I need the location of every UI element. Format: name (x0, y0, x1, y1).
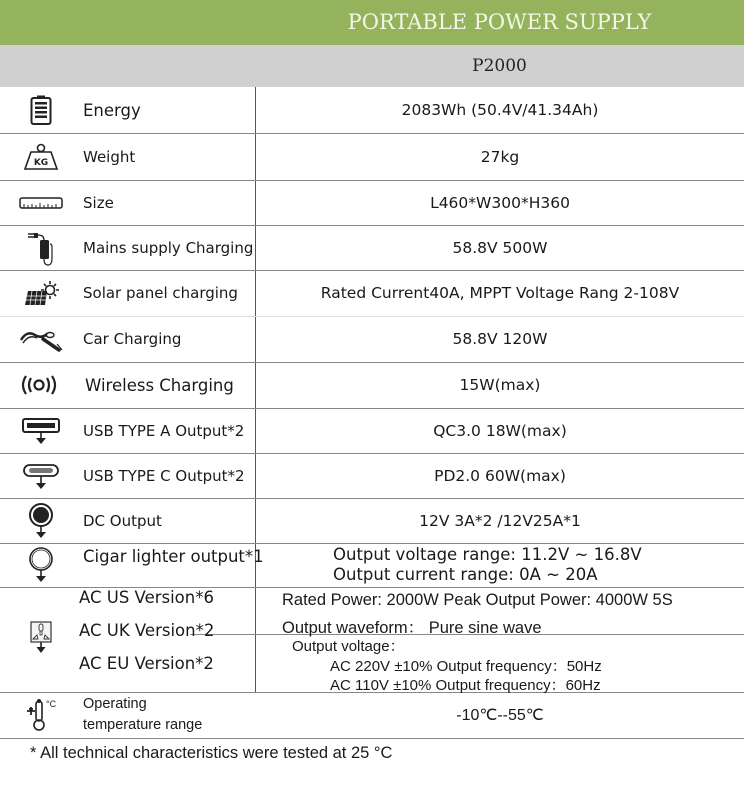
svg-text:°C: °C (46, 699, 57, 709)
model-name: P2000 (472, 56, 527, 76)
spec-label: Car Charging (83, 330, 182, 348)
spec-value: PD2.0 60W(max) (434, 466, 566, 485)
ac-uk-version-label: AC UK Version*2 (79, 621, 215, 640)
spec-row-solar-charging (0, 270, 744, 316)
spec-label: DC Output (83, 511, 162, 530)
ruler-icon (18, 180, 64, 225)
usb-a-port-icon (18, 408, 64, 453)
weight-kg-icon (18, 133, 64, 180)
cigar-current-range: Output current range: 0A ~ 20A (333, 565, 598, 584)
footnote: * All technical characteristics were tested at 25 °C (30, 744, 393, 762)
spec-label: Cigar lighter output*1 (83, 546, 264, 566)
spec-value: 12V 3A*2 /12V25A*1 (419, 511, 581, 530)
spec-row-car-charging (0, 316, 744, 362)
spec-label-line-2: temperature range (83, 717, 203, 733)
spec-row-size (0, 180, 744, 225)
ac-eu-version-label: AC EU Version*2 (79, 654, 214, 673)
ac-voltage-220: AC 220V ±10% Output frequency：50Hz (330, 658, 602, 675)
solar-panel-icon (18, 270, 64, 316)
spec-row-usb-a-output (0, 408, 744, 453)
spec-label: Size (83, 193, 114, 212)
spec-row-energy (0, 87, 744, 133)
model-bar (0, 45, 744, 87)
spec-label: Wireless Charging (85, 375, 234, 395)
spec-row-mains-charging (0, 225, 744, 270)
cigar-lighter-port-icon (18, 543, 64, 587)
spec-value: -10℃--55℃ (456, 707, 544, 724)
spec-label: Solar panel charging (83, 284, 238, 302)
spec-row-usb-c-output (0, 453, 744, 498)
spec-row-wireless-charging (0, 362, 744, 408)
spec-value: 58.8V 500W (452, 238, 548, 257)
title-bar (0, 0, 744, 45)
spec-value: 15W(max) (459, 376, 541, 394)
spec-value: 27kg (480, 147, 520, 166)
ac-voltage-title: Output voltage： (292, 638, 405, 655)
usb-c-port-icon (18, 453, 64, 498)
spec-label-line-1: Operating (83, 696, 147, 712)
svg-text:KG: KG (33, 157, 49, 168)
spec-label: Energy (83, 100, 141, 120)
spec-value: 58.8V 120W (452, 330, 548, 348)
thermometer-icon (22, 692, 62, 738)
car-charger-cable-icon (18, 316, 64, 362)
spec-row-weight (0, 133, 744, 180)
spec-row-dc-output (0, 498, 744, 543)
spec-value: Rated Current40A, MPPT Voltage Rang 2-108V (320, 284, 680, 302)
spec-row-cigar-lighter-output (0, 543, 744, 587)
cigar-voltage-range: Output voltage range: 11.2V ~ 16.8V (333, 545, 642, 564)
ac-waveform-spec: Output waveform： Pure sine wave (282, 619, 542, 637)
spec-value: L460*W300*H360 (430, 193, 570, 212)
spec-label: Weight (83, 147, 136, 166)
spec-value (333, 543, 733, 587)
spec-row-ac-output (0, 587, 744, 692)
battery-icon (18, 87, 64, 133)
spec-value: QC3.0 18W(max) (433, 421, 567, 440)
spec-label: USB TYPE C Output*2 (83, 466, 245, 485)
ac-socket-icon (18, 617, 64, 659)
ac-voltage-110: AC 110V ±10% Output frequency：60Hz (330, 677, 601, 694)
dc-port-icon (18, 498, 64, 543)
spec-value: 2083Wh (50.4V/41.34Ah) (401, 101, 599, 119)
page-title: PORTABLE POWER SUPPLY (347, 10, 652, 34)
spec-label: USB TYPE A Output*2 (83, 421, 245, 440)
adapter-plug-icon (18, 225, 64, 270)
ac-power-spec: Rated Power: 2000W Peak Output Power: 4000W 5S (282, 591, 673, 609)
ac-us-version-label: AC US Version*6 (79, 588, 214, 607)
row-divider (0, 738, 744, 739)
wireless-icon (16, 362, 62, 408)
spec-row-operating-temperature (0, 692, 744, 738)
spec-label: Mains supply Charging (83, 238, 254, 257)
